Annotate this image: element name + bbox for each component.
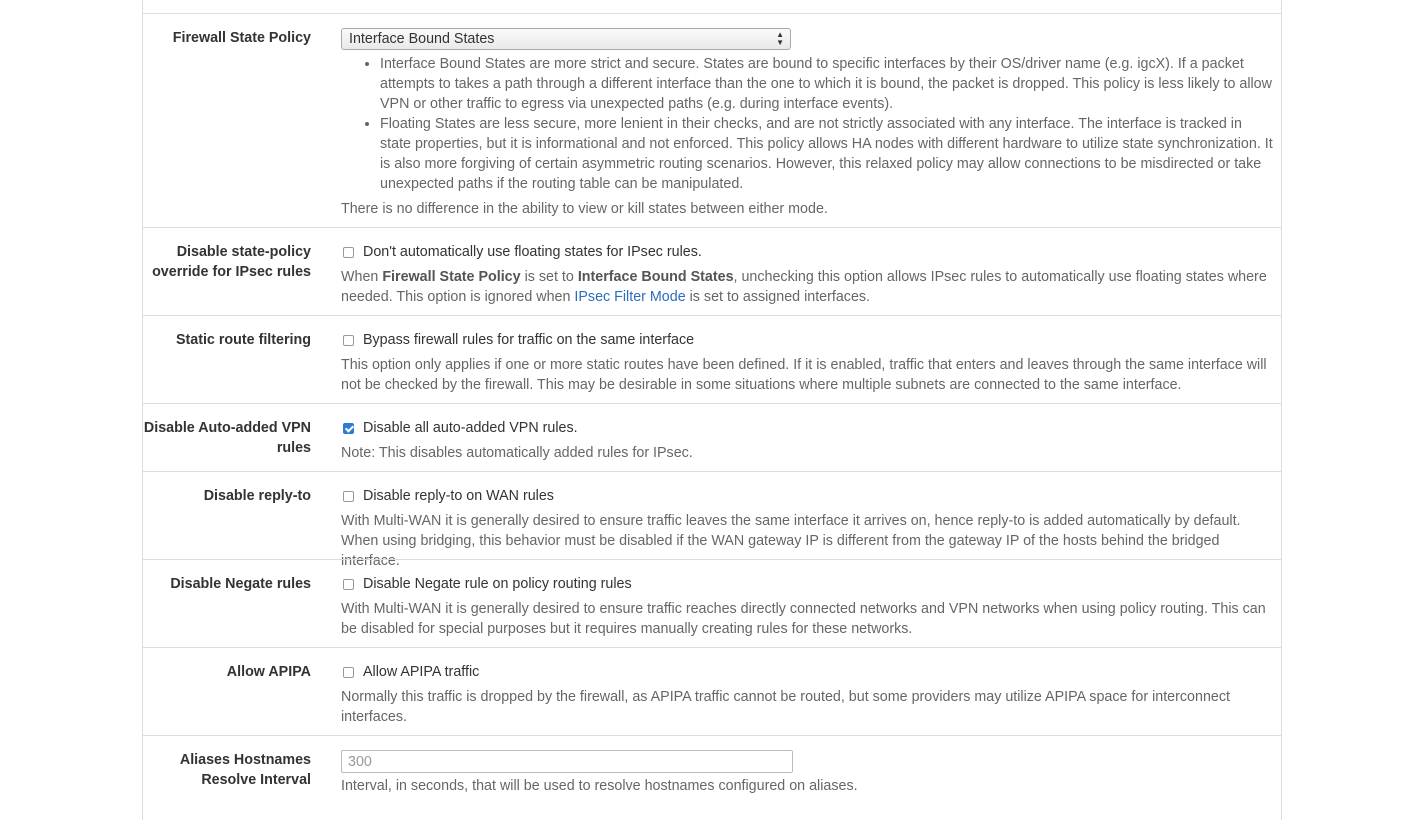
- ipsec-override-help: [341, 267, 1276, 307]
- aliases-interval-field: [341, 750, 1276, 796]
- checkbox-label[interactable]: Disable Negate rule on policy routing rules: [363, 576, 632, 592]
- row-divider: [143, 647, 1281, 648]
- label-line: Resolve Interval: [201, 772, 311, 788]
- static-route-help: This option only applies if one or more static routes have been defined. If it is enabled, traffic that enters and leaves through the same interface will not be checked by the firewall. This may be desirable in some situations where multiple subnets are connected to the same interface.: [341, 357, 1267, 393]
- list-item: • Floating States are less secure, more lenient in their checks, and are not strictly associated with any interface. The interface is tracked in state properties, but it is informational and not enforced. This policy allows HA nodes with different hardware to utilize state synchronization. It is also more forgiving of certain asymmetric routing scenarios. However, this relaxed policy may allow connections to be misdirected or take unexpected paths if the routing table can be manipulated.: [380, 114, 1276, 194]
- label-line: Aliases Hostnames: [179, 752, 311, 768]
- input-placeholder: 300: [348, 753, 372, 770]
- row-divider: [143, 735, 1281, 736]
- firewall-state-policy-field: [341, 28, 1276, 219]
- reply-to-checkbox[interactable]: [343, 491, 354, 502]
- list-item: • Interface Bound States are more strict and secure. States are bound to specific interfaces by their OS/driver name (e.g. igcX). If a packet attempts to takes a path through a different interface than the one to which it is bound, the packet is dropped. This policy is less likely to allow VPN or other traffic to egress via unexpected paths (e.g. during interface events).: [380, 54, 1276, 114]
- apipa-field: [341, 662, 1276, 727]
- row-divider: [143, 227, 1281, 228]
- checkbox-label[interactable]: Allow APIPA traffic: [363, 664, 480, 680]
- checkbox-label[interactable]: Don't automatically use floating states for IPsec rules.: [363, 244, 702, 260]
- row-divider: [143, 403, 1281, 404]
- help-text: When: [341, 269, 383, 285]
- apipa-help: Normally this traffic is dropped by the firewall, as APIPA traffic cannot be routed, but some providers may utilize APIPA space for interconnect interfaces.: [341, 689, 1230, 725]
- checkbox-label[interactable]: Bypass firewall rules for traffic on the same interface: [363, 332, 695, 348]
- section-divider: [143, 13, 1281, 14]
- policy-description-list: [341, 54, 1276, 194]
- ipsec-override-field: [341, 242, 1276, 307]
- row-divider: [143, 471, 1281, 472]
- label-line: override for IPsec rules: [152, 264, 311, 280]
- ipsec-override-checkbox[interactable]: [343, 247, 354, 258]
- aliases-interval-help: Interval, in seconds, that will be used to resolve hostnames configured on aliases.: [341, 778, 858, 794]
- label-line: rules: [276, 440, 311, 456]
- select-arrows-icon: ▲ ▼: [776, 30, 784, 47]
- reply-to-help: With Multi-WAN it is generally desired to ensure traffic leaves the same interface it arrives on, hence reply-to is added automatically by default. When using bridging, this behavior must be disabled if the WAN gateway IP is different from the gateway IP of the hosts behind the bridged interface.: [341, 513, 1241, 569]
- aliases-interval-label: [143, 750, 311, 790]
- apipa-checkbox[interactable]: [343, 667, 354, 678]
- ipsec-override-label: [143, 242, 311, 282]
- auto-vpn-help: Note: This disables automatically added rules for IPsec.: [341, 445, 693, 461]
- auto-vpn-label: [143, 418, 311, 458]
- help-text: is set to assigned interfaces.: [685, 289, 871, 305]
- help-text: is set to: [520, 269, 578, 285]
- advanced-firewall-panel: [142, 0, 1282, 820]
- reply-to-label: Disable reply-to: [203, 488, 311, 504]
- firewall-state-policy-select[interactable]: [341, 28, 791, 50]
- negate-rules-checkbox[interactable]: [343, 579, 354, 590]
- static-route-label: Static route filtering: [175, 332, 311, 348]
- checkbox-label[interactable]: Disable all auto-added VPN rules.: [363, 420, 578, 436]
- policy-note: There is no difference in the ability to view or kill states between either mode.: [341, 201, 828, 217]
- auto-vpn-field: [341, 418, 1276, 463]
- aliases-interval-input[interactable]: [341, 750, 793, 773]
- static-route-field: [341, 330, 1276, 395]
- apipa-label: Allow APIPA: [226, 664, 311, 680]
- help-bold: Firewall State Policy: [382, 269, 521, 285]
- label-line: Disable Auto-added VPN: [143, 420, 311, 436]
- help-text: , unchecking this option allows IPsec rules to automatically use floating states where needed. This option is ignored when: [341, 269, 1267, 305]
- negate-rules-label: Disable Negate rules: [170, 576, 311, 592]
- negate-rules-field: [341, 574, 1276, 639]
- label-line: Disable state-policy: [176, 244, 311, 260]
- checkbox-label[interactable]: Disable reply-to on WAN rules: [363, 488, 554, 504]
- firewall-state-policy-label: Firewall State Policy: [172, 30, 311, 46]
- select-value: Interface Bound States: [349, 31, 495, 47]
- row-divider: [143, 315, 1281, 316]
- static-route-checkbox[interactable]: [343, 335, 354, 346]
- help-bold: Interface Bound States: [577, 269, 734, 285]
- negate-rules-help: With Multi-WAN it is generally desired to ensure traffic reaches directly connected networks and VPN networks when using policy routing. This can be disabled for special purposes but it requires manually creating rules for these networks.: [341, 601, 1266, 637]
- ipsec-filter-mode-link[interactable]: IPsec Filter Mode: [574, 289, 686, 305]
- auto-vpn-checkbox[interactable]: [343, 423, 354, 434]
- row-divider: [143, 559, 1281, 560]
